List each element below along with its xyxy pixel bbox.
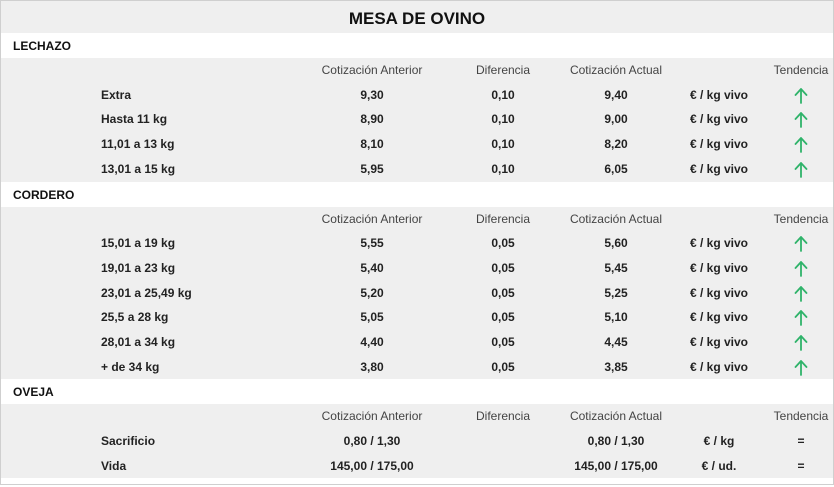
table-row (1, 256, 833, 281)
cotizacion-actual-value: 6,05 (604, 161, 628, 176)
table-row (1, 454, 833, 479)
diferencia-value: 0,05 (491, 359, 515, 374)
cotizacion-actual-value: 0,80 / 1,30 (587, 434, 645, 449)
section-header-lechazo (1, 33, 833, 58)
row-label: 19,01 a 23 kg (101, 260, 176, 275)
cotizacion-anterior-value: 8,10 (360, 137, 384, 152)
diferencia-value: 0,05 (491, 236, 515, 251)
unit-label: € / kg vivo (689, 359, 749, 374)
cotizacion-actual-value: 4,45 (604, 335, 628, 349)
cotizacion-actual-value: 8,20 (604, 137, 628, 152)
cotizacion-actual-value: 5,60 (604, 236, 628, 251)
cotizacion-actual-value: 9,00 (604, 112, 628, 127)
table-row (1, 157, 833, 182)
up-arrow-icon (794, 286, 808, 302)
diferencia-value: 0,05 (491, 285, 515, 300)
row-label: 28,01 a 34 kg (101, 335, 176, 349)
diferencia-value: 0,10 (491, 87, 515, 102)
row-label: Sacrificio (101, 434, 156, 449)
up-arrow-icon (794, 236, 808, 252)
section-label: OVEJA (13, 385, 54, 400)
up-arrow-icon (794, 335, 808, 351)
column-header-row (1, 58, 833, 83)
table-row (1, 355, 833, 380)
cotizacion-actual-value: 9,40 (604, 87, 628, 102)
cotizacion-anterior-value: 4,40 (360, 335, 384, 349)
unit-label: € / kg vivo (689, 285, 749, 300)
table-row (1, 429, 833, 454)
diferencia-value: 0,10 (491, 112, 515, 127)
row-label: + de 34 kg (101, 359, 160, 374)
cotizacion-anterior-value: 5,05 (360, 310, 384, 325)
unit-label: € / kg vivo (689, 112, 749, 127)
row-label: 25,5 a 28 kg (101, 310, 169, 325)
unit-label: € / kg vivo (689, 335, 749, 349)
up-arrow-icon (794, 137, 808, 153)
unit-label: € / kg vivo (689, 87, 749, 102)
unit-label: € / kg (703, 434, 735, 449)
row-label: Hasta 11 kg (101, 112, 168, 127)
cotizacion-actual-value: 3,85 (604, 359, 628, 374)
cotizacion-anterior-value: 5,40 (360, 260, 384, 275)
column-header-row (1, 207, 833, 232)
unit-label: € / kg vivo (689, 260, 749, 275)
cotizacion-anterior-value: 3,80 (360, 359, 384, 374)
up-arrow-icon (794, 310, 808, 326)
cotizacion-anterior-value: 0,80 / 1,30 (343, 434, 401, 449)
unit-label: € / ud. (701, 458, 737, 473)
cotizacion-actual-value: 145,00 / 175,00 (574, 458, 658, 473)
table-row (1, 83, 833, 108)
row-label: Extra (101, 87, 132, 102)
unit-label: € / kg vivo (689, 310, 749, 325)
unit-label: € / kg vivo (689, 161, 749, 176)
cotizacion-anterior-value: 5,95 (360, 161, 384, 176)
diferencia-value: 0,05 (491, 260, 515, 275)
section-header-cordero (1, 182, 833, 207)
diferencia-value: 0,10 (491, 161, 515, 176)
row-label: 13,01 a 15 kg (101, 161, 176, 176)
table-row (1, 107, 833, 132)
column-header-actual: Cotización Actual (569, 409, 663, 424)
up-arrow-icon (794, 112, 808, 128)
column-header-anterior: Cotización Anterior (321, 63, 423, 77)
column-header-row (1, 404, 833, 429)
section-header-oveja (1, 379, 833, 404)
column-header-diferencia: Diferencia (475, 63, 531, 77)
cotizacion-anterior-value: 8,90 (360, 112, 384, 127)
cotizacion-anterior-value: 9,30 (360, 87, 384, 102)
cotizacion-actual-value: 5,10 (604, 310, 628, 325)
column-header-tendencia: Tendencia (773, 211, 829, 226)
row-label: 11,01 a 13 kg (101, 137, 175, 152)
section-body-cordero (1, 207, 833, 380)
table-row (1, 281, 833, 306)
table-row (1, 305, 833, 330)
cotizacion-anterior-value: 5,20 (360, 285, 384, 300)
section-label: LECHAZO (13, 39, 71, 53)
page-title: MESA DE OVINO (1, 1, 833, 33)
trend-equal: = (797, 434, 805, 449)
column-header-tendencia: Tendencia (773, 409, 829, 424)
section-body-oveja (1, 404, 833, 478)
cotizacion-actual-value: 5,25 (604, 285, 628, 300)
row-label: 15,01 a 19 kg (101, 236, 176, 251)
table-row (1, 132, 833, 157)
column-header-actual: Cotización Actual (569, 211, 663, 226)
up-arrow-icon (794, 261, 808, 277)
table-row (1, 330, 833, 355)
column-header-tendencia: Tendencia (773, 63, 829, 77)
cotizacion-anterior-value: 5,55 (360, 236, 384, 251)
diferencia-value: 0,10 (491, 137, 515, 152)
section-body-lechazo (1, 58, 833, 182)
diferencia-value: 0,05 (491, 335, 515, 349)
unit-label: € / kg vivo (689, 236, 749, 251)
column-header-actual: Cotización Actual (569, 63, 663, 77)
row-label: 23,01 a 25,49 kg (101, 285, 192, 300)
up-arrow-icon (794, 162, 808, 178)
cotizacion-actual-value: 5,45 (604, 260, 628, 275)
column-header-anterior: Cotización Anterior (321, 409, 423, 424)
section-label: CORDERO (13, 187, 75, 202)
up-arrow-icon (794, 360, 808, 376)
column-header-anterior: Cotización Anterior (321, 211, 423, 226)
diferencia-value: 0,05 (491, 310, 515, 325)
column-header-diferencia: Diferencia (475, 409, 531, 424)
cotizacion-anterior-value: 145,00 / 175,00 (330, 458, 414, 473)
row-label: Vida (101, 458, 127, 473)
up-arrow-icon (794, 88, 808, 104)
trend-equal: = (797, 458, 805, 473)
table-row (1, 231, 833, 256)
column-header-diferencia: Diferencia (475, 211, 531, 226)
unit-label: € / kg vivo (689, 137, 749, 152)
